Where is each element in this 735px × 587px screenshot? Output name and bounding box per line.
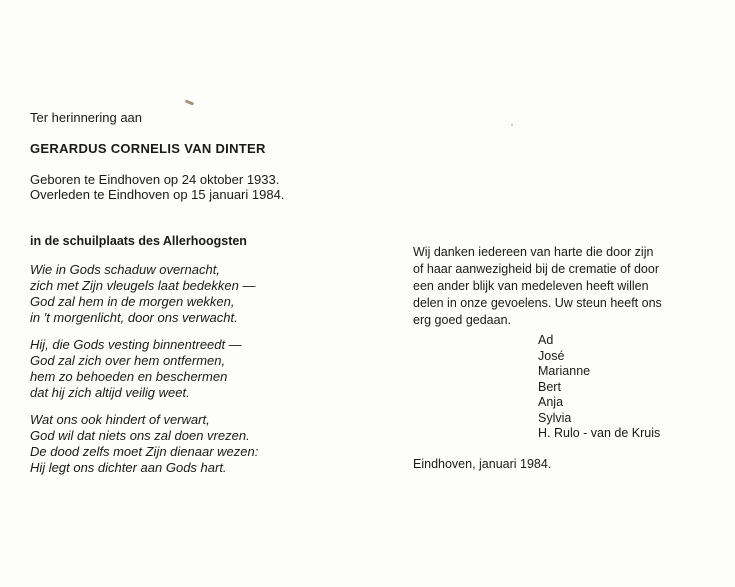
signer-name: Sylvia	[538, 410, 572, 425]
poem-line: dat hij zich altijd veilig weet.	[30, 385, 190, 400]
poem-line: God wil dat niets ons zal doen vrezen.	[30, 428, 250, 443]
signer-name: Anja	[538, 395, 564, 409]
signer-name: José	[538, 348, 565, 363]
signer-name: Ad	[538, 333, 554, 347]
poem-line: zich met Zijn vleugels laat bedekken —	[30, 278, 256, 293]
poem-line: Wat ons ook hindert of verwart,	[30, 412, 210, 427]
birth-line: Geboren te Eindhoven op 24 oktober 1933.	[30, 172, 280, 187]
poem-title: in de schuilplaats des Allerhoogsten	[30, 234, 247, 248]
poem-line: De dood zelfs moet Zijn dienaar wezen:	[30, 444, 259, 459]
deceased-name: GERARDUS CORNELIS VAN DINTER	[30, 141, 266, 156]
poem-line: hem zo behoeden en beschermen	[30, 369, 228, 384]
paper-speck	[185, 99, 194, 105]
poem-line: in 't morgenlicht, door ons verwacht.	[30, 310, 238, 325]
thanks-line: erg goed gedaan.	[413, 313, 512, 327]
thanks-line: of haar aanwezigheid bij de crematie of door	[413, 262, 659, 276]
signers-list	[538, 333, 660, 442]
poem-line: Hij, die Gods vesting binnentreedt —	[30, 337, 242, 352]
poem-line: Wie in Gods schaduw overnacht,	[30, 262, 220, 277]
death-line: Overleden te Eindhoven op 15 januari 1984.	[30, 187, 285, 202]
signer-name: Bert	[538, 379, 561, 394]
poem-stanza-2	[30, 337, 242, 401]
poem-stanza-3	[30, 412, 258, 476]
intro-text: Ter herinnering aan	[30, 110, 143, 125]
poem-line: Hij legt ons dichter aan Gods hart.	[30, 460, 227, 475]
thanks-line: een ander blijk van medeleven heeft willen	[413, 279, 649, 293]
thanks-paragraph	[413, 244, 662, 329]
poem-stanza-1	[30, 262, 255, 326]
thanks-line: delen in onze gevoelens. Uw steun heeft ons	[413, 296, 662, 310]
poem-line: God zal hem in de morgen wekken,	[30, 294, 235, 309]
poem-line: God zal zich over hem ontfermen,	[30, 353, 226, 368]
thanks-line: Wij danken iedereen van harte die door zijn	[413, 245, 654, 259]
paper-speck	[511, 124, 513, 126]
signer-name: Marianne	[538, 364, 591, 378]
place-date: Eindhoven, januari 1984.	[413, 457, 552, 471]
signer-name: H. Rulo - van de Kruis	[538, 426, 661, 440]
